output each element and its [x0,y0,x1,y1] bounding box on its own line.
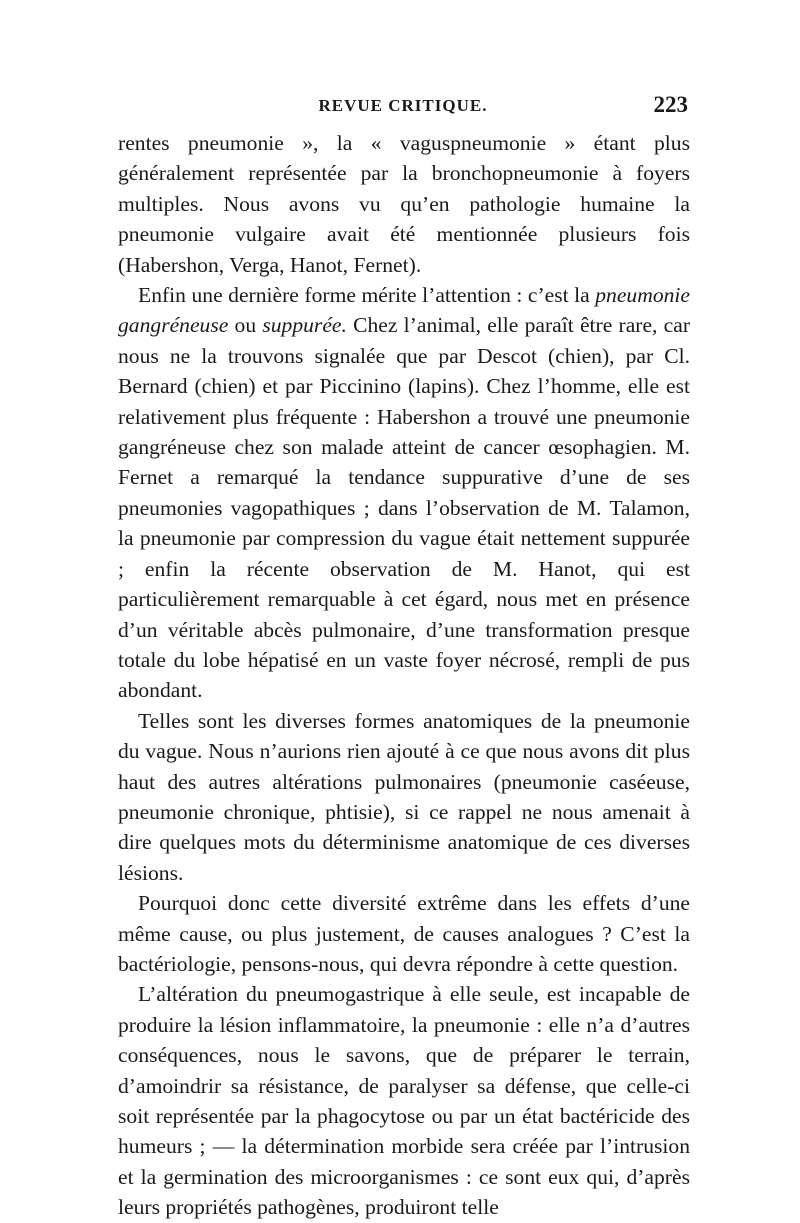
paragraph-5 [118,979,690,1222]
paragraph-2 [118,280,690,706]
paragraph-3 [118,706,690,888]
running-title: REVUE CRITIQUE. [318,96,488,115]
paragraph-4-text: Pourquoi donc cette diversité extrême dans les effets d’une même cause, ou plus justement, de causes analogues ? C’est la bactériologie, pensons-nous, qui devra répondre à cette question. [118,891,690,976]
paragraph-2-text-c: Chez l’animal, elle paraît être rare, car nous ne la trouvons signalée que par Descot (chien), par Cl. Bernard (chien) et par Piccinino (lapins). Chez l’homme, elle est relativement plus fréquente : Habershon a trouvé une pneumonie gangréneuse chez son malade atteint de cancer œsophagien. M. Fernet a remarqué la tendance suppurative d’une de ses pneumonies vagopathiques ; dans l’observation de M. Talamon, la pneumonie par compression du vague était nettement suppurée ; enfin la récente observation de M. Hanot, qui est particulièrement remarquable à cet égard, nous met en présence d’un véritable abcès pulmonaire, d’une transformation presque totale du lobe hépatisé en un vaste foyer nécrosé, rempli de pus abondant. [118,313,691,703]
italic-term-suppuree: suppurée. [262,313,347,338]
paragraph-5-text: L’altération du pneumogastrique à elle seule, est incapable de produire la lésion inflammatoire, la pneumonie : elle n’a d’autres conséquences, nous le savons, que de préparer le terrain, d’amoindrir sa résistance, de paralyser sa défense, que celle-ci soit représentée par la phagocytose ou par un état bactéricide des humeurs ; — la détermination morbide sera créée par l’intrusion et la germination des microorganismes : ce sont eux qui, d’après leurs propriétés pathogènes, produiront telle [118,982,690,1220]
italic-term-gangreneuse: pneumonie gangréneuse [118,283,690,338]
running-head [118,92,688,122]
paragraph-2-text-a: Enfin une dernière forme mérite l’attention : c’est la [138,283,596,308]
page-number: 223 [653,92,688,117]
paragraph-2-text-b: ou [228,313,263,338]
paragraph-1-text: rentes pneumonie », la « vaguspneumonie » étant plus généralement représentée par la bronchopneumonie à foyers multiples. Nous avons vu qu’en pathologie humaine la pneumonie vulgaire avait été mentionnée plusieurs fois (Habershon, Verga, Hanot, Fernet). [118,131,690,277]
paragraph-3-text: Telles sont les diverses formes anatomiques de la pneumonie du vague. Nous n’aurions rien ajouté à ce que nous avons dit plus haut des autres altérations pulmonaires (pneumonie caséeuse, pneumonie chronique, phtisie), si ce rappel ne nous amenait à dire quelques mots du déterminisme anatomique de ces diverses lésions. [118,708,690,885]
paragraph-1 [118,128,690,280]
body-text [118,128,690,1223]
paragraph-4 [118,888,690,979]
